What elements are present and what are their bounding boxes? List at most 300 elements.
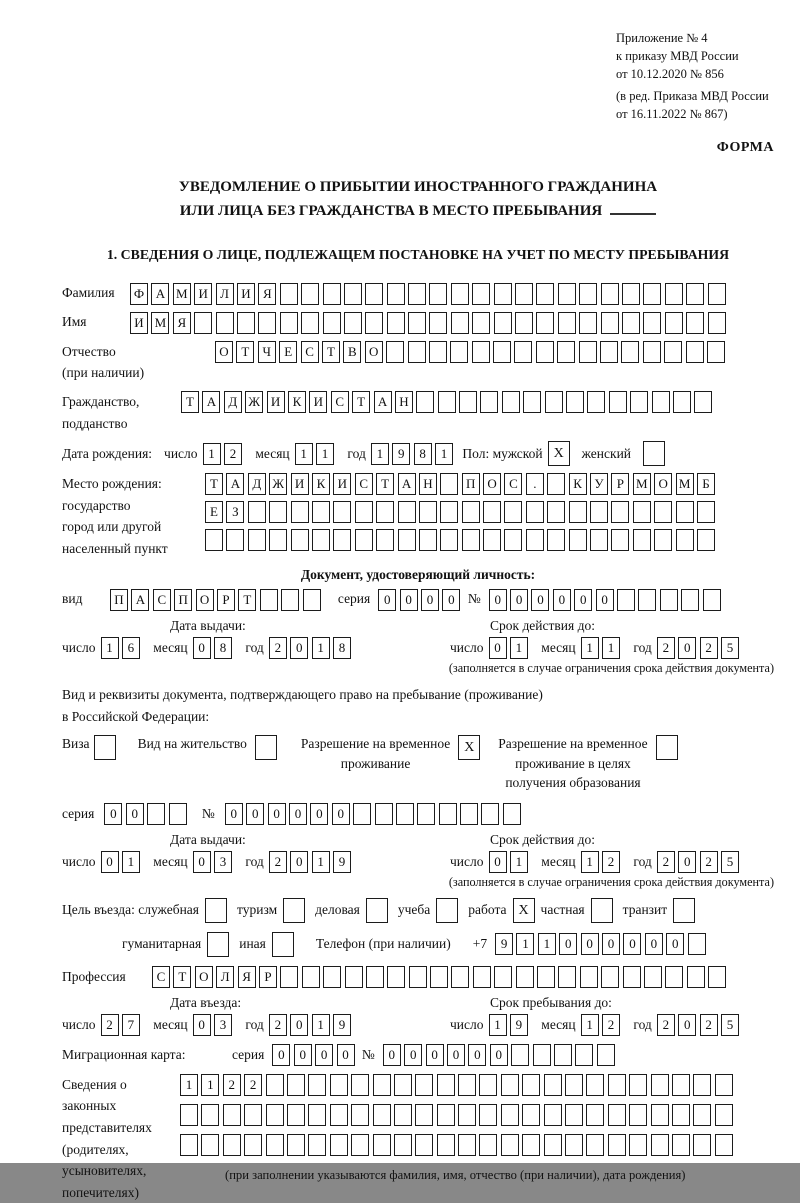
char-cell[interactable] [633, 529, 651, 551]
char-cell[interactable]: 1 [489, 1014, 507, 1036]
char-cell[interactable]: 0 [447, 1044, 465, 1066]
char-cell[interactable]: 2 [700, 851, 718, 873]
char-cell[interactable]: 1 [101, 637, 119, 659]
char-cell[interactable] [255, 735, 277, 760]
char-cell[interactable] [437, 1134, 455, 1156]
birthplace-line2-input[interactable] [205, 501, 718, 523]
char-cell[interactable] [386, 341, 404, 363]
char-cell[interactable]: И [291, 473, 309, 495]
char-cell[interactable] [373, 1134, 391, 1156]
char-cell[interactable] [330, 1104, 348, 1126]
char-cell[interactable]: К [569, 473, 587, 495]
char-cell[interactable] [429, 341, 447, 363]
char-cell[interactable] [601, 312, 619, 334]
char-cell[interactable] [458, 1074, 476, 1096]
char-cell[interactable] [373, 1074, 391, 1096]
char-cell[interactable] [672, 1134, 690, 1156]
char-cell[interactable] [547, 473, 565, 495]
char-cell[interactable]: К [312, 473, 330, 495]
char-cell[interactable]: 0 [332, 803, 350, 825]
char-cell[interactable] [287, 1074, 305, 1096]
char-cell[interactable] [660, 589, 678, 611]
doc-seriya-input[interactable] [378, 589, 464, 611]
char-cell[interactable]: М [676, 473, 694, 495]
char-cell[interactable]: 7 [122, 1014, 140, 1036]
char-cell[interactable] [291, 501, 309, 523]
char-cell[interactable] [569, 501, 587, 523]
char-cell[interactable]: Т [352, 391, 370, 413]
char-cell[interactable]: 0 [645, 933, 663, 955]
migration-seriya-input[interactable] [272, 1044, 358, 1066]
char-cell[interactable] [416, 391, 434, 413]
char-cell[interactable] [280, 312, 298, 334]
char-cell[interactable] [308, 1074, 326, 1096]
char-cell[interactable] [536, 312, 554, 334]
char-cell[interactable]: X [513, 898, 535, 923]
char-cell[interactable] [591, 898, 613, 923]
purpose-other-checkbox[interactable] [272, 932, 294, 957]
char-cell[interactable]: 0 [289, 803, 307, 825]
patronymic-input[interactable] [215, 341, 728, 363]
residence-issue-month-input[interactable] [193, 851, 236, 873]
char-cell[interactable] [248, 501, 266, 523]
char-cell[interactable] [419, 501, 437, 523]
char-cell[interactable]: Т [205, 473, 223, 495]
char-cell[interactable] [622, 312, 640, 334]
purpose-commercial-checkbox[interactable] [366, 898, 388, 923]
char-cell[interactable] [323, 966, 341, 988]
char-cell[interactable] [398, 501, 416, 523]
char-cell[interactable] [579, 341, 597, 363]
char-cell[interactable]: 0 [315, 1044, 333, 1066]
char-cell[interactable] [715, 1074, 733, 1096]
char-cell[interactable]: О [365, 341, 383, 363]
char-cell[interactable]: 1 [316, 443, 334, 465]
char-cell[interactable] [430, 966, 448, 988]
char-cell[interactable] [440, 501, 458, 523]
char-cell[interactable] [622, 283, 640, 305]
char-cell[interactable] [373, 1104, 391, 1126]
char-cell[interactable]: 0 [678, 1014, 696, 1036]
char-cell[interactable]: 0 [678, 851, 696, 873]
char-cell[interactable]: 1 [312, 1014, 330, 1036]
char-cell[interactable] [147, 803, 165, 825]
char-cell[interactable] [365, 312, 383, 334]
char-cell[interactable] [387, 283, 405, 305]
char-cell[interactable]: Е [205, 501, 223, 523]
char-cell[interactable]: 1 [581, 851, 599, 873]
char-cell[interactable] [643, 341, 661, 363]
representatives-line3-input[interactable] [180, 1134, 736, 1156]
char-cell[interactable] [707, 341, 725, 363]
char-cell[interactable] [673, 898, 695, 923]
char-cell[interactable] [351, 1074, 369, 1096]
char-cell[interactable]: 0 [426, 1044, 444, 1066]
char-cell[interactable] [330, 1074, 348, 1096]
name-input[interactable] [130, 312, 729, 334]
char-cell[interactable] [355, 529, 373, 551]
char-cell[interactable]: 2 [700, 1014, 718, 1036]
char-cell[interactable] [586, 1074, 604, 1096]
char-cell[interactable] [493, 341, 511, 363]
char-cell[interactable] [547, 529, 565, 551]
char-cell[interactable]: 2 [101, 1014, 119, 1036]
char-cell[interactable]: 0 [404, 1044, 422, 1066]
char-cell[interactable]: И [194, 283, 212, 305]
char-cell[interactable]: 0 [553, 589, 571, 611]
doc-valid-year-input[interactable] [657, 637, 743, 659]
char-cell[interactable]: 1 [203, 443, 221, 465]
purpose-work-checkbox[interactable] [513, 898, 535, 923]
char-cell[interactable] [586, 1104, 604, 1126]
char-cell[interactable]: 1 [510, 851, 528, 873]
char-cell[interactable]: 1 [510, 637, 528, 659]
char-cell[interactable] [608, 1074, 626, 1096]
char-cell[interactable]: X [548, 441, 570, 466]
residence-permit-checkbox[interactable] [255, 735, 277, 760]
char-cell[interactable] [479, 1104, 497, 1126]
char-cell[interactable] [387, 966, 405, 988]
char-cell[interactable] [330, 1134, 348, 1156]
char-cell[interactable]: 0 [383, 1044, 401, 1066]
char-cell[interactable] [244, 1134, 262, 1156]
char-cell[interactable] [609, 391, 627, 413]
gender-male-checkbox[interactable] [548, 441, 570, 466]
char-cell[interactable] [462, 501, 480, 523]
char-cell[interactable] [248, 529, 266, 551]
char-cell[interactable]: 2 [223, 1074, 241, 1096]
char-cell[interactable] [437, 1074, 455, 1096]
birthplace-line3-input[interactable] [205, 529, 718, 551]
char-cell[interactable] [672, 1104, 690, 1126]
char-cell[interactable] [483, 501, 501, 523]
entry-year-input[interactable] [269, 1014, 355, 1036]
gender-female-checkbox[interactable] [643, 441, 665, 466]
char-cell[interactable]: У [590, 473, 608, 495]
char-cell[interactable]: 0 [468, 1044, 486, 1066]
birthplace-line1-input[interactable] [205, 473, 718, 495]
char-cell[interactable]: О [215, 341, 233, 363]
char-cell[interactable] [515, 312, 533, 334]
char-cell[interactable] [415, 1104, 433, 1126]
char-cell[interactable] [715, 1134, 733, 1156]
char-cell[interactable] [223, 1104, 241, 1126]
char-cell[interactable] [376, 529, 394, 551]
char-cell[interactable]: 0 [378, 589, 396, 611]
char-cell[interactable]: 0 [489, 851, 507, 873]
char-cell[interactable] [451, 283, 469, 305]
char-cell[interactable]: С [301, 341, 319, 363]
char-cell[interactable] [715, 1104, 733, 1126]
char-cell[interactable]: Л [216, 283, 234, 305]
char-cell[interactable]: 9 [510, 1014, 528, 1036]
char-cell[interactable] [676, 529, 694, 551]
char-cell[interactable] [566, 391, 584, 413]
char-cell[interactable]: 2 [657, 1014, 675, 1036]
char-cell[interactable] [558, 966, 576, 988]
char-cell[interactable] [643, 441, 665, 466]
char-cell[interactable] [366, 898, 388, 923]
char-cell[interactable] [629, 1134, 647, 1156]
surname-input[interactable] [130, 283, 729, 305]
char-cell[interactable]: Р [217, 589, 235, 611]
char-cell[interactable]: Т [236, 341, 254, 363]
char-cell[interactable]: 0 [489, 637, 507, 659]
char-cell[interactable] [375, 803, 393, 825]
char-cell[interactable]: 0 [104, 803, 122, 825]
char-cell[interactable] [665, 283, 683, 305]
char-cell[interactable]: 2 [602, 1014, 620, 1036]
char-cell[interactable]: 9 [495, 933, 513, 955]
char-cell[interactable] [651, 1074, 669, 1096]
char-cell[interactable]: С [331, 391, 349, 413]
char-cell[interactable]: К [288, 391, 306, 413]
char-cell[interactable] [536, 341, 554, 363]
char-cell[interactable] [481, 803, 499, 825]
char-cell[interactable]: 0 [400, 589, 418, 611]
char-cell[interactable] [366, 966, 384, 988]
char-cell[interactable] [462, 529, 480, 551]
stay-year-input[interactable] [657, 1014, 743, 1036]
char-cell[interactable] [351, 1104, 369, 1126]
char-cell[interactable]: Ж [245, 391, 263, 413]
char-cell[interactable] [207, 932, 229, 957]
char-cell[interactable] [458, 1134, 476, 1156]
char-cell[interactable] [408, 283, 426, 305]
char-cell[interactable] [438, 391, 456, 413]
char-cell[interactable]: 0 [310, 803, 328, 825]
char-cell[interactable]: С [152, 966, 170, 988]
char-cell[interactable] [501, 1104, 519, 1126]
char-cell[interactable]: 1 [516, 933, 534, 955]
char-cell[interactable] [429, 312, 447, 334]
char-cell[interactable]: О [483, 473, 501, 495]
char-cell[interactable] [333, 529, 351, 551]
char-cell[interactable] [180, 1104, 198, 1126]
char-cell[interactable] [693, 1104, 711, 1126]
char-cell[interactable] [260, 589, 278, 611]
char-cell[interactable] [436, 898, 458, 923]
phone-input[interactable] [495, 933, 709, 955]
char-cell[interactable] [601, 966, 619, 988]
char-cell[interactable] [629, 1104, 647, 1126]
char-cell[interactable] [415, 1074, 433, 1096]
purpose-study-checkbox[interactable] [436, 898, 458, 923]
char-cell[interactable]: О [196, 589, 214, 611]
char-cell[interactable]: 0 [246, 803, 264, 825]
visa-checkbox[interactable] [94, 735, 116, 760]
char-cell[interactable] [600, 341, 618, 363]
char-cell[interactable] [708, 966, 726, 988]
char-cell[interactable] [258, 312, 276, 334]
char-cell[interactable] [587, 391, 605, 413]
entry-month-input[interactable] [193, 1014, 236, 1036]
doc-number-input[interactable] [489, 589, 724, 611]
representatives-line1-input[interactable] [180, 1074, 736, 1096]
char-cell[interactable] [629, 1074, 647, 1096]
char-cell[interactable] [544, 1134, 562, 1156]
char-cell[interactable] [440, 529, 458, 551]
char-cell[interactable] [544, 1104, 562, 1126]
char-cell[interactable] [303, 589, 321, 611]
char-cell[interactable]: И [237, 283, 255, 305]
char-cell[interactable] [694, 391, 712, 413]
char-cell[interactable] [451, 966, 469, 988]
char-cell[interactable] [394, 1074, 412, 1096]
char-cell[interactable] [537, 966, 555, 988]
char-cell[interactable] [483, 529, 501, 551]
char-cell[interactable] [494, 312, 512, 334]
char-cell[interactable] [644, 966, 662, 988]
residence-valid-month-input[interactable] [581, 851, 624, 873]
char-cell[interactable]: Я [173, 312, 191, 334]
char-cell[interactable]: 2 [269, 851, 287, 873]
char-cell[interactable] [408, 312, 426, 334]
char-cell[interactable] [554, 1044, 572, 1066]
citizenship-input[interactable] [181, 391, 716, 413]
char-cell[interactable] [283, 898, 305, 923]
char-cell[interactable]: 0 [581, 933, 599, 955]
char-cell[interactable]: 1 [312, 637, 330, 659]
char-cell[interactable]: 1 [602, 637, 620, 659]
char-cell[interactable] [501, 1074, 519, 1096]
char-cell[interactable] [269, 529, 287, 551]
char-cell[interactable] [547, 501, 565, 523]
char-cell[interactable] [633, 501, 651, 523]
char-cell[interactable] [479, 1074, 497, 1096]
char-cell[interactable] [201, 1134, 219, 1156]
char-cell[interactable] [223, 1134, 241, 1156]
char-cell[interactable] [643, 312, 661, 334]
char-cell[interactable]: 6 [122, 637, 140, 659]
char-cell[interactable] [480, 391, 498, 413]
char-cell[interactable]: И [309, 391, 327, 413]
char-cell[interactable]: 1 [312, 851, 330, 873]
purpose-humanitarian-checkbox[interactable] [207, 932, 229, 957]
char-cell[interactable]: А [226, 473, 244, 495]
char-cell[interactable] [308, 1134, 326, 1156]
char-cell[interactable]: 0 [290, 851, 308, 873]
char-cell[interactable] [654, 501, 672, 523]
char-cell[interactable] [394, 1134, 412, 1156]
char-cell[interactable] [269, 501, 287, 523]
char-cell[interactable] [437, 1104, 455, 1126]
char-cell[interactable] [281, 589, 299, 611]
char-cell[interactable]: Т [181, 391, 199, 413]
char-cell[interactable] [515, 283, 533, 305]
char-cell[interactable]: . [526, 473, 544, 495]
char-cell[interactable] [387, 312, 405, 334]
char-cell[interactable] [687, 966, 705, 988]
char-cell[interactable] [617, 589, 635, 611]
char-cell[interactable]: 2 [700, 637, 718, 659]
char-cell[interactable] [522, 1104, 540, 1126]
char-cell[interactable] [575, 1044, 593, 1066]
stay-day-input[interactable] [489, 1014, 532, 1036]
char-cell[interactable]: Б [697, 473, 715, 495]
char-cell[interactable]: 0 [272, 1044, 290, 1066]
char-cell[interactable] [201, 1104, 219, 1126]
char-cell[interactable]: 5 [721, 637, 739, 659]
char-cell[interactable]: 0 [290, 1014, 308, 1036]
char-cell[interactable] [665, 966, 683, 988]
char-cell[interactable] [237, 312, 255, 334]
temp-residence-checkbox[interactable] [458, 735, 480, 760]
char-cell[interactable]: Н [395, 391, 413, 413]
char-cell[interactable]: 2 [269, 1014, 287, 1036]
char-cell[interactable]: А [151, 283, 169, 305]
char-cell[interactable] [344, 283, 362, 305]
char-cell[interactable] [355, 501, 373, 523]
char-cell[interactable] [590, 501, 608, 523]
char-cell[interactable]: 0 [602, 933, 620, 955]
char-cell[interactable] [611, 501, 629, 523]
char-cell[interactable]: И [130, 312, 148, 334]
char-cell[interactable]: 0 [623, 933, 641, 955]
char-cell[interactable] [697, 501, 715, 523]
char-cell[interactable] [703, 589, 721, 611]
char-cell[interactable]: 0 [596, 589, 614, 611]
char-cell[interactable] [205, 529, 223, 551]
char-cell[interactable] [205, 898, 227, 923]
char-cell[interactable] [439, 803, 457, 825]
char-cell[interactable] [611, 529, 629, 551]
residence-issue-day-input[interactable] [101, 851, 144, 873]
char-cell[interactable]: М [151, 312, 169, 334]
char-cell[interactable]: 1 [435, 443, 453, 465]
char-cell[interactable] [565, 1134, 583, 1156]
char-cell[interactable]: В [343, 341, 361, 363]
char-cell[interactable] [417, 803, 435, 825]
char-cell[interactable] [459, 391, 477, 413]
char-cell[interactable]: А [374, 391, 392, 413]
char-cell[interactable]: 3 [214, 851, 232, 873]
char-cell[interactable] [473, 966, 491, 988]
char-cell[interactable] [287, 1134, 305, 1156]
char-cell[interactable]: Ф [130, 283, 148, 305]
char-cell[interactable] [312, 501, 330, 523]
char-cell[interactable]: 0 [101, 851, 119, 873]
char-cell[interactable]: 2 [657, 637, 675, 659]
char-cell[interactable]: Е [279, 341, 297, 363]
char-cell[interactable]: 0 [268, 803, 286, 825]
char-cell[interactable] [504, 501, 522, 523]
char-cell[interactable] [533, 1044, 551, 1066]
char-cell[interactable] [351, 1134, 369, 1156]
char-cell[interactable]: 1 [371, 443, 389, 465]
char-cell[interactable]: А [131, 589, 149, 611]
char-cell[interactable]: 9 [392, 443, 410, 465]
char-cell[interactable] [514, 341, 532, 363]
char-cell[interactable] [280, 966, 298, 988]
char-cell[interactable] [511, 1044, 529, 1066]
char-cell[interactable] [708, 312, 726, 334]
char-cell[interactable] [458, 1104, 476, 1126]
char-cell[interactable] [526, 529, 544, 551]
char-cell[interactable] [545, 391, 563, 413]
doc-issue-month-input[interactable] [193, 637, 236, 659]
residence-seriya-input[interactable] [104, 803, 190, 825]
residence-valid-year-input[interactable] [657, 851, 743, 873]
char-cell[interactable]: П [462, 473, 480, 495]
char-cell[interactable]: 0 [510, 589, 528, 611]
char-cell[interactable] [621, 341, 639, 363]
doc-kind-input[interactable] [110, 589, 324, 611]
char-cell[interactable] [672, 1074, 690, 1096]
representatives-line2-input[interactable] [180, 1104, 736, 1126]
char-cell[interactable]: Р [611, 473, 629, 495]
char-cell[interactable] [244, 1104, 262, 1126]
